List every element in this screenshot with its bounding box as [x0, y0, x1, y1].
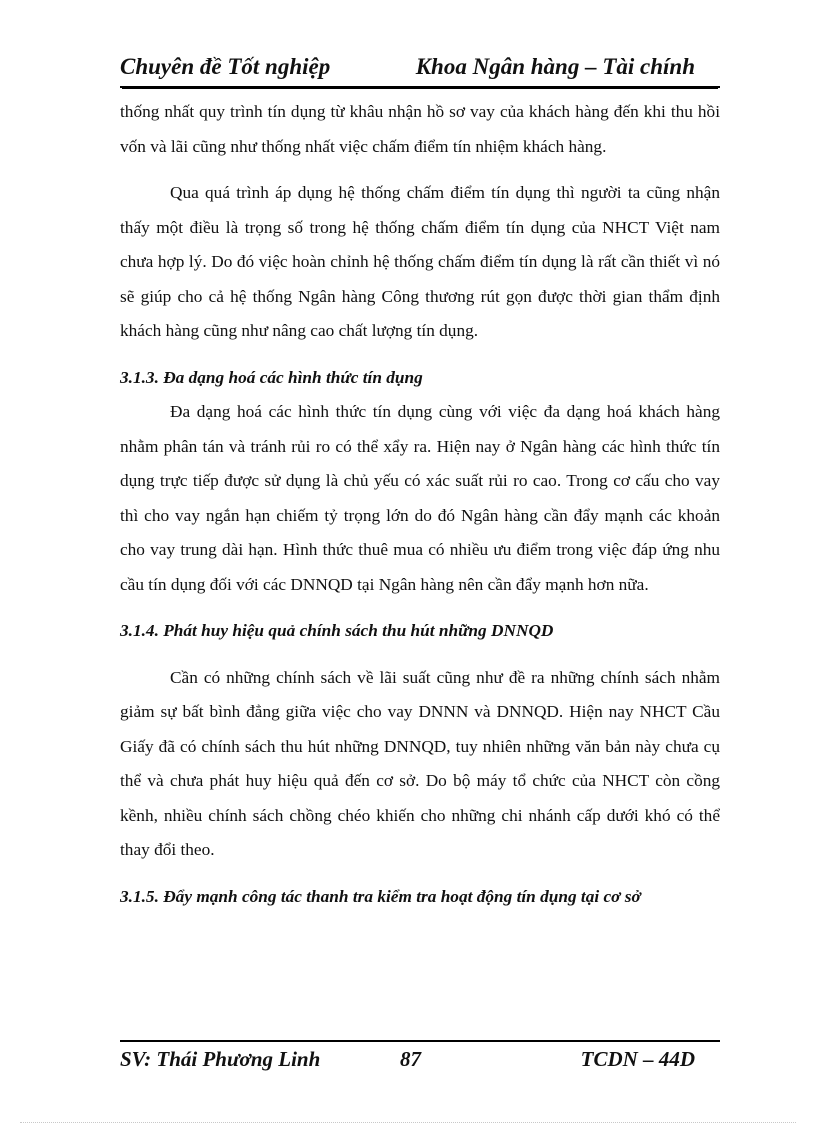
page-header	[120, 50, 720, 88]
paragraph-attract-policy: Cần có những chính sách về lãi suất cũng như đề ra những chính sách nhằm giảm sự bất bình đẳng giữa việc cho vay DNNN và DNNQD. Hiện nay NHCT Cầu Giấy đã có chính sách thu hút những DNNQD, tuy nhiên những văn bản này chưa cụ thể và chưa phát huy hiệu quả đến cơ sở. Do bộ máy tổ chức của NHCT còn cồng kềnh, nhiều chính sách chồng chéo khiến cho những chi nhánh cấp dưới khó có thể thay đổi theo.	[120, 667, 720, 859]
footer-class-code: TCDN – 44D	[580, 1047, 695, 1071]
footer-student-name: SV: Thái Phương Linh	[120, 1047, 321, 1071]
section-heading-3-1-3: 3.1.3. Đa dạng hoá các hình thức tín dụng	[120, 367, 423, 387]
header-title-right: Khoa Ngân hàng – Tài chính	[415, 54, 695, 79]
paragraph-diversify-credit: Đa dạng hoá các hình thức tín dụng cùng với việc đa dạng hoá khách hàng nhằm phân tán và tránh rủi ro có thể xẩy ra. Hiện nay ở Ngân hàng các hình thức tín dụng trực tiếp được sử dụng là chủ yếu có xác suất rủi ro cao. Trong cơ cấu cho vay thì cho vay ngắn hạn chiếm tỷ trọng lớn do đó Ngân hàng cần đẩy mạnh các khoản cho vay trung dài hạn. Hình thức thuê mua có nhiều ưu điểm trong việc đáp ứng nhu cầu tín dụng đối với các DNNQD tại Ngân hàng nên cần đẩy mạnh hơn nữa.	[120, 402, 720, 594]
footer-page-number: 87	[400, 1047, 421, 1071]
document-body	[120, 95, 720, 914]
section-heading-3-1-4: 3.1.4. Phát huy hiệu quả chính sách thu hút những DNNQD	[120, 621, 554, 640]
paragraph-credit-scoring: Qua quá trình áp dụng hệ thống chấm điểm tín dụng thì người ta cũng nhận thấy một điều là trọng số trong hệ thống chấm điểm tín dụng của NHCT Việt nam chưa hợp lý. Do đó việc hoàn chỉnh hệ thống chấm điểm tín dụng là rất cần thiết vì nó sẽ giúp cho cả hệ thống Ngân hàng Công thương rút gọn được thời gian thẩm định khách hàng cũng như nâng cao chất lượng tín dụng.	[120, 183, 720, 340]
section-heading-3-1-5: 3.1.5. Đẩy mạnh công tác thanh tra kiểm tra hoạt động tín dụng tại cơ sở	[120, 886, 641, 906]
paragraph-continuation: thống nhất quy trình tín dụng từ khâu nhận hồ sơ vay của khách hàng đến khi thu hồi vốn và lãi cũng như thống nhất việc chấm điểm tín nhiệm khách hàng.	[120, 102, 720, 156]
page-footer	[120, 1040, 720, 1082]
header-title-left: Chuyên đề Tốt nghiệp	[120, 54, 331, 79]
